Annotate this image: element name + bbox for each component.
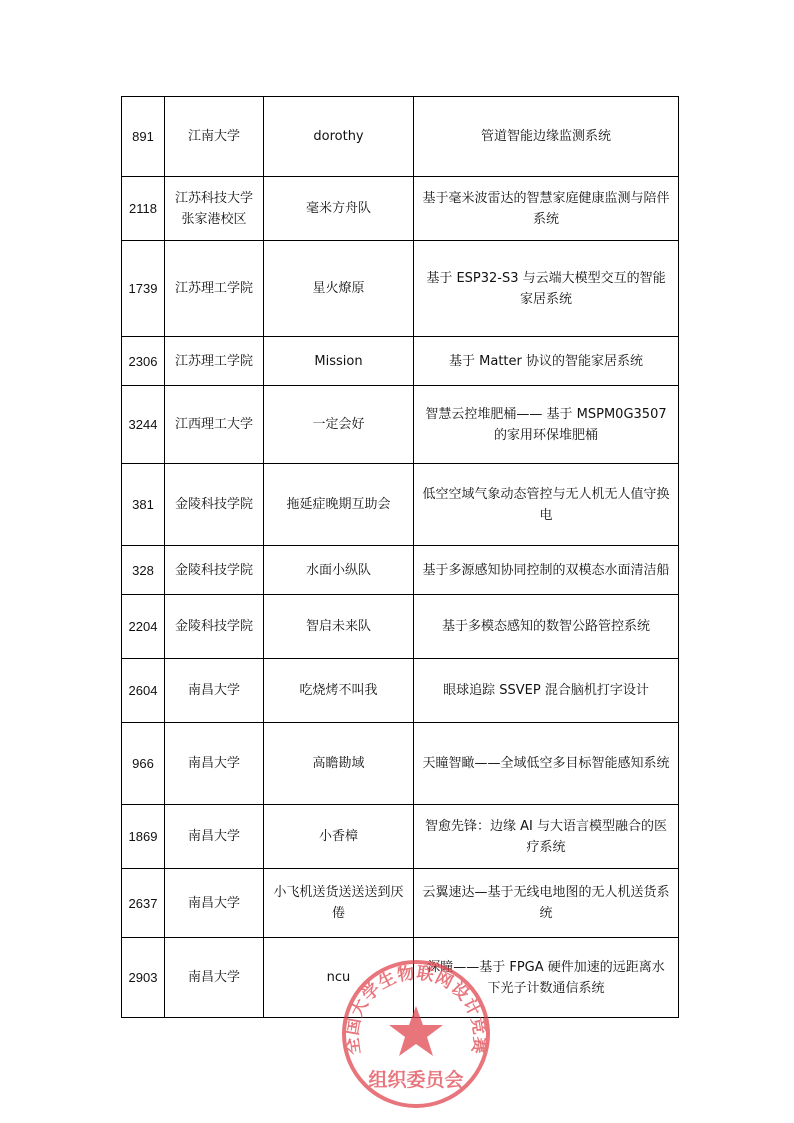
entry-id: 2118 (122, 177, 165, 241)
entry-id: 2204 (122, 595, 165, 659)
table-row (122, 546, 679, 595)
project-title: 低空空域气象动态管控与无人机无人值守换电 (414, 464, 679, 546)
project-title: 管道智能边缘监测系统 (414, 97, 679, 177)
project-title: 天瞳智瞰——全域低空多目标智能感知系统 (414, 723, 679, 805)
school-name: 南昌大学 (165, 805, 264, 869)
project-title: 基于多源感知协同控制的双模态水面清洁船 (414, 546, 679, 595)
school-name: 江南大学 (165, 97, 264, 177)
entry-id: 966 (122, 723, 165, 805)
project-title: 智愈先锋：边缘 AI 与大语言模型融合的医疗系统 (414, 805, 679, 869)
table-row (122, 177, 679, 241)
table-body (122, 97, 679, 1018)
table-row (122, 337, 679, 386)
school-name: 南昌大学 (165, 938, 264, 1018)
school-name: 南昌大学 (165, 869, 264, 938)
project-title: 基于多模态感知的数智公路管控系统 (414, 595, 679, 659)
team-name: 一定会好 (264, 386, 414, 464)
entry-id: 381 (122, 464, 165, 546)
school-name: 金陵科技学院 (165, 464, 264, 546)
svg-text:全国大学生物联网设计竞赛: 全国大学生物联网设计竞赛 (342, 963, 490, 1057)
table-row (122, 97, 679, 177)
team-name: 水面小纵队 (264, 546, 414, 595)
project-title: 云翼速达—基于无线电地图的无人机送货系统 (414, 869, 679, 938)
project-title: 智慧云控堆肥桶—— 基于 MSPM0G3507 的家用环保堆肥桶 (414, 386, 679, 464)
project-title: 基于 Matter 协议的智能家居系统 (414, 337, 679, 386)
entry-id: 891 (122, 97, 165, 177)
entry-id: 2637 (122, 869, 165, 938)
table-row (122, 805, 679, 869)
project-title: 基于毫米波雷达的智慧家庭健康监测与陪伴系统 (414, 177, 679, 241)
school-name: 南昌大学 (165, 723, 264, 805)
team-name: 拖延症晚期互助会 (264, 464, 414, 546)
team-name: 星火燎原 (264, 241, 414, 337)
school-name: 金陵科技学院 (165, 546, 264, 595)
team-name: 毫米方舟队 (264, 177, 414, 241)
team-name: 小香樟 (264, 805, 414, 869)
entry-id: 2604 (122, 659, 165, 723)
results-table (121, 96, 679, 1018)
team-name: dorothy (264, 97, 414, 177)
entry-id: 1869 (122, 805, 165, 869)
entry-id: 328 (122, 546, 165, 595)
team-name: 小飞机送货送送送到厌倦 (264, 869, 414, 938)
school-name: 江苏科技大学张家港校区 (165, 177, 264, 241)
entry-id: 2903 (122, 938, 165, 1018)
entry-id: 2306 (122, 337, 165, 386)
table-row (122, 386, 679, 464)
svg-text:组织委员会: 组织委员会 (368, 1069, 464, 1091)
school-name: 江苏理工学院 (165, 337, 264, 386)
table-row (122, 723, 679, 805)
table-row (122, 869, 679, 938)
school-name: 江西理工大学 (165, 386, 264, 464)
team-name: 高瞻勘域 (264, 723, 414, 805)
team-name: ncu (264, 938, 414, 1018)
project-title: 眼球追踪 SSVEP 混合脑机打字设计 (414, 659, 679, 723)
school-name: 江苏理工学院 (165, 241, 264, 337)
table-row (122, 938, 679, 1018)
team-name: 智启未来队 (264, 595, 414, 659)
entry-id: 1739 (122, 241, 165, 337)
table-row (122, 595, 679, 659)
team-name: 吃烧烤不叫我 (264, 659, 414, 723)
team-name: Mission (264, 337, 414, 386)
table-row (122, 464, 679, 546)
entry-id: 3244 (122, 386, 165, 464)
school-name: 南昌大学 (165, 659, 264, 723)
school-name: 金陵科技学院 (165, 595, 264, 659)
table-row (122, 659, 679, 723)
project-title: 深瞳——基于 FPGA 硬件加速的远距离水下光子计数通信系统 (414, 938, 679, 1018)
project-title: 基于 ESP32-S3 与云端大模型交互的智能家居系统 (414, 241, 679, 337)
table-row (122, 241, 679, 337)
